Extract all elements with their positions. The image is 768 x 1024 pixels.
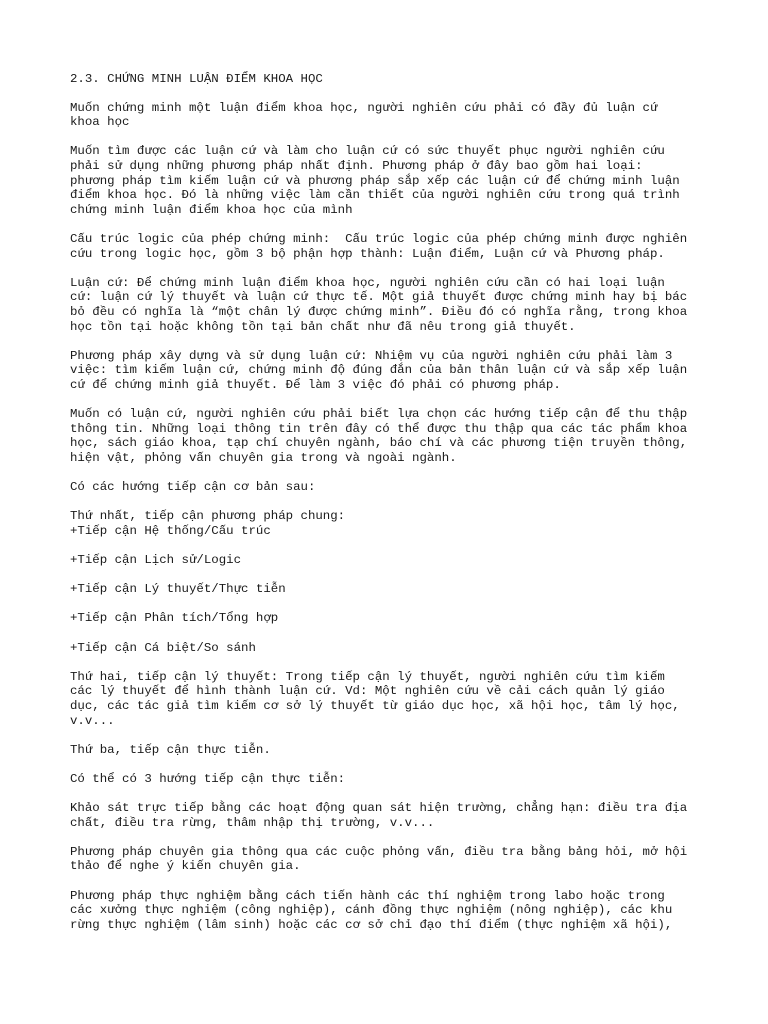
paragraph — [70, 772, 710, 787]
text-line: phải sử dụng những phương pháp nhất định. Phương pháp ở đây bao gồm hai loại: — [70, 158, 643, 173]
text-line: thảo để nghe ý kiến chuyên gia. — [70, 859, 301, 874]
text-line: các lý thuyết để hình thành luận cứ. Vd: Một nghiên cứu về cải cách quản lý giáo — [70, 684, 665, 699]
text-line: Muốn chứng minh một luận điểm khoa học, người nghiên cứu phải có đầy đủ luận cứ — [70, 100, 658, 115]
paragraph — [70, 276, 710, 334]
text-line: Khảo sát trực tiếp bằng các hoạt động quan sát hiện trường, chẳng hạn: điều tra địa — [70, 801, 688, 816]
text-line: điểm khoa học. Đó là những việc làm cần thiết của người nghiên cứu trong quá trình — [70, 188, 680, 203]
paragraph — [70, 553, 710, 568]
text-line: v.v... — [70, 713, 115, 728]
text-line: Phương pháp thực nghiệm bằng cách tiến hành các thí nghiệm trong labo hoặc trong — [70, 888, 665, 903]
paragraph — [70, 232, 710, 261]
text-line: cứu trong logic học, gồm 3 bộ phận hợp thành: Luận điểm, Luận cứ và Phương pháp. — [70, 246, 665, 261]
text-line: Phương pháp chuyên gia thông qua các cuộc phỏng vấn, điều tra bằng bảng hỏi, mở hội — [70, 844, 688, 859]
text-line: rừng thực nghiệm (lâm sinh) hoặc các cơ sở chỉ đạo thí điểm (thực nghiệm xã hội), — [70, 917, 673, 932]
text-line: +Tiếp cận Lý thuyết/Thực tiễn — [70, 582, 286, 597]
section-heading: 2.3. CHỨNG MINH LUẬN ĐIỂM KHOA HỌC — [70, 72, 323, 86]
text-line: bỏ đều có nghĩa là “một chân lý được chứng minh”. Điều đó có nghĩa rằng, trong khoa — [70, 304, 688, 319]
text-line: +Tiếp cận Lịch sử/Logic — [70, 553, 242, 567]
text-line: Thứ nhất, tiếp cận phương pháp chung: — [70, 509, 346, 524]
document-page — [70, 72, 710, 947]
text-line: Cấu trúc logic của phép chứng minh: Cấu trúc logic của phép chứng minh được nghiên — [70, 231, 688, 246]
paragraph — [70, 801, 710, 830]
text-line: +Tiếp cận Cá biệt/So sánh — [70, 640, 256, 655]
paragraph — [70, 845, 710, 874]
paragraph — [70, 480, 710, 495]
text-line: các xưởng thực nghiệm (công nghiệp), cánh đồng thực nghiệm (nông nghiệp), các khu — [70, 903, 673, 918]
paragraph — [70, 743, 710, 758]
text-line: Có thể có 3 hướng tiếp cận thực tiễn: — [70, 771, 346, 786]
text-line: dục, các tác giả tìm kiếm cơ sở lý thuyết từ giáo dục học, xã hội học, tâm lý học, — [70, 698, 680, 713]
text-line: học, sách giáo khoa, tạp chí chuyên ngành, báo chí và các phương tiện truyền thông, — [70, 436, 688, 451]
text-line: chất, điều tra rừng, thâm nhập thị trường, v.v... — [70, 815, 435, 830]
paragraph — [70, 101, 710, 130]
text-line: Muốn có luận cứ, người nghiên cứu phải biết lựa chọn các hướng tiếp cận để thu thập — [70, 407, 688, 422]
text-line: học tồn tại hoặc không tồn tại bản chất như đã nêu trong giả thuyết. — [70, 319, 576, 334]
text-line: phương pháp tìm kiếm luận cứ và phương pháp sắp xếp các luận cứ để chứng minh luận — [70, 173, 680, 188]
text-line: hiện vật, phỏng vấn chuyên gia trong và ngoài ngành. — [70, 450, 457, 465]
paragraph — [70, 611, 710, 626]
paragraph — [70, 889, 710, 933]
paragraph — [70, 582, 710, 597]
text-line: Có các hướng tiếp cận cơ bản sau: — [70, 480, 316, 495]
paragraph — [70, 349, 710, 393]
text-line: Muốn tìm được các luận cứ và làm cho luận cứ có sức thuyết phục người nghiên cứu — [70, 144, 665, 159]
paragraph — [70, 144, 710, 217]
text-line: +Tiếp cận Hệ thống/Cấu trúc — [70, 523, 271, 538]
text-line: Thứ ba, tiếp cận thực tiễn. — [70, 742, 271, 757]
paragraph — [70, 641, 710, 656]
text-line: việc: tìm kiếm luận cứ, chứng minh độ đúng đắn của bản thân luận cứ và sắp xếp luận — [70, 363, 688, 378]
text-line: Thứ hai, tiếp cận lý thuyết: Trong tiếp cận lý thuyết, người nghiên cứu tìm kiếm — [70, 669, 665, 684]
text-line: chứng minh luận điểm khoa học của mình — [70, 202, 353, 217]
text-line: Phương pháp xây dựng và sử dụng luận cứ: Nhiệm vụ của người nghiên cứu phải làm 3 — [70, 348, 673, 363]
document-body — [70, 101, 710, 933]
paragraph — [70, 509, 710, 538]
text-line: thông tin. Những loại thông tin trên đây có thể được thu thập qua các tác phẩm khoa — [70, 421, 688, 436]
text-line: Luận cứ: Để chứng minh luận điểm khoa học, người nghiên cứu cần có hai loại luận — [70, 275, 665, 290]
paragraph — [70, 670, 710, 728]
text-line: cứ để chứng minh giả thuyết. Để làm 3 việc đó phải có phương pháp. — [70, 377, 561, 392]
text-line: cứ: luận cứ lý thuyết và luận cứ thực tế. Một giả thuyết được chứng minh hay bị bác — [70, 290, 688, 305]
text-line: +Tiếp cận Phân tích/Tổng hợp — [70, 611, 279, 626]
paragraph — [70, 407, 710, 465]
text-line: khoa học — [70, 115, 130, 130]
